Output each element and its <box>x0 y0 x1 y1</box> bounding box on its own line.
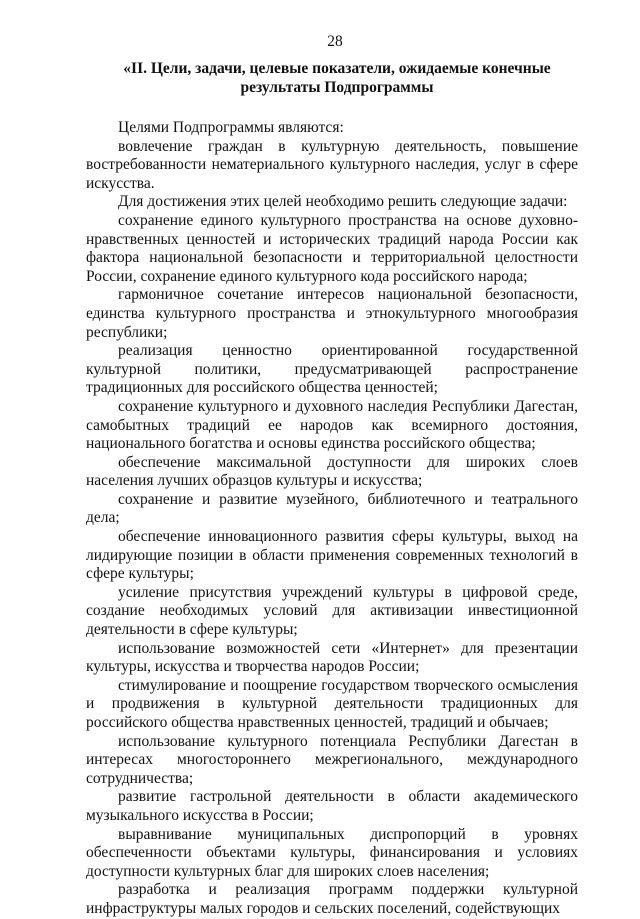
paragraph-task: сохранение единого культурного пространства на основе духовно-нравственных ценностей и исторических традиций народа России как фактора национальной безопасности и территориальной целостности России, сохранение единого культурного кода российского народа; <box>86 211 578 285</box>
document-body <box>86 119 578 919</box>
page-number: 28 <box>327 33 343 50</box>
paragraph-task: гармоничное сочетание интересов национальной безопасности, единства культурного пространства и этнокультурного многообразия республики; <box>86 286 578 341</box>
paragraph-task: разработка и реализация программ поддержки культурной инфраструктуры малых городов и сельских поселений, содействующих <box>86 881 578 917</box>
paragraph-tasks-intro: Для достижения этих целей необходимо решить следующие задачи: <box>118 193 568 211</box>
paragraph-task: сохранение и развитие музейного, библиотечного и театрального дела; <box>86 490 578 527</box>
paragraph-task: развитие гастрольной деятельности в области академического музыкального искусства в России; <box>86 788 578 824</box>
paragraph-goals-intro: Целями Подпрограммы являются: <box>118 119 344 136</box>
paragraph-task: выравнивание муниципальных диспропорций в уровнях обеспеченности объектами культуры, финансирования и условиях доступности культурных благ для широких слоев населения; <box>86 825 578 880</box>
paragraph-task: сохранение культурного и духовного наследия Республики Дагестан, самобытных традиций ее народов как всемирного достояния, национального богатства и основы единства российского общества; <box>86 397 578 453</box>
section-title-line-1: «II. Цели, задачи, целевые показатели, ожидаемые конечные <box>123 60 551 77</box>
paragraph-task: обеспечение инновационного развития сферы культуры, выход на лидирующие позиции в области применения современных технологий в сфере культуры; <box>86 528 578 583</box>
paragraph-task: стимулирование и поощрение государством творческого осмысления и продвижения в культурной деятельности традиционных для российского общества нравственных ценностей, традиций и обычаев; <box>86 676 578 731</box>
paragraph-task: использование культурного потенциала Республики Дагестан в интересах многостороннего межрегионального, международного сотрудничества; <box>86 732 578 787</box>
section-title <box>86 60 578 97</box>
paragraph-task: усиление присутствия учреждений культуры в цифровой среде, создание необходимых условий для активизации инвестиционной деятельности в сфере культуры; <box>86 583 578 639</box>
paragraph-task: обеспечение максимальной доступности для широких слоев населения лучших образцов культуры и искусства; <box>86 453 578 490</box>
section-title-line-2: результаты Подпрограммы <box>240 78 434 96</box>
paragraph-goal: вовлечение граждан в культурную деятельность, повышение востребованности нематериального культурного наследия, услуг в сфере искусства. <box>86 137 578 192</box>
paragraph-task: реализация ценностно ориентированной государственной культурной политики, предусматривающей распространение традиционных для российского общества ценностей; <box>86 342 578 397</box>
paragraph-task: использование возможностей сети «Интернет» для презентации культуры, искусства и творчества народов России; <box>86 639 578 676</box>
